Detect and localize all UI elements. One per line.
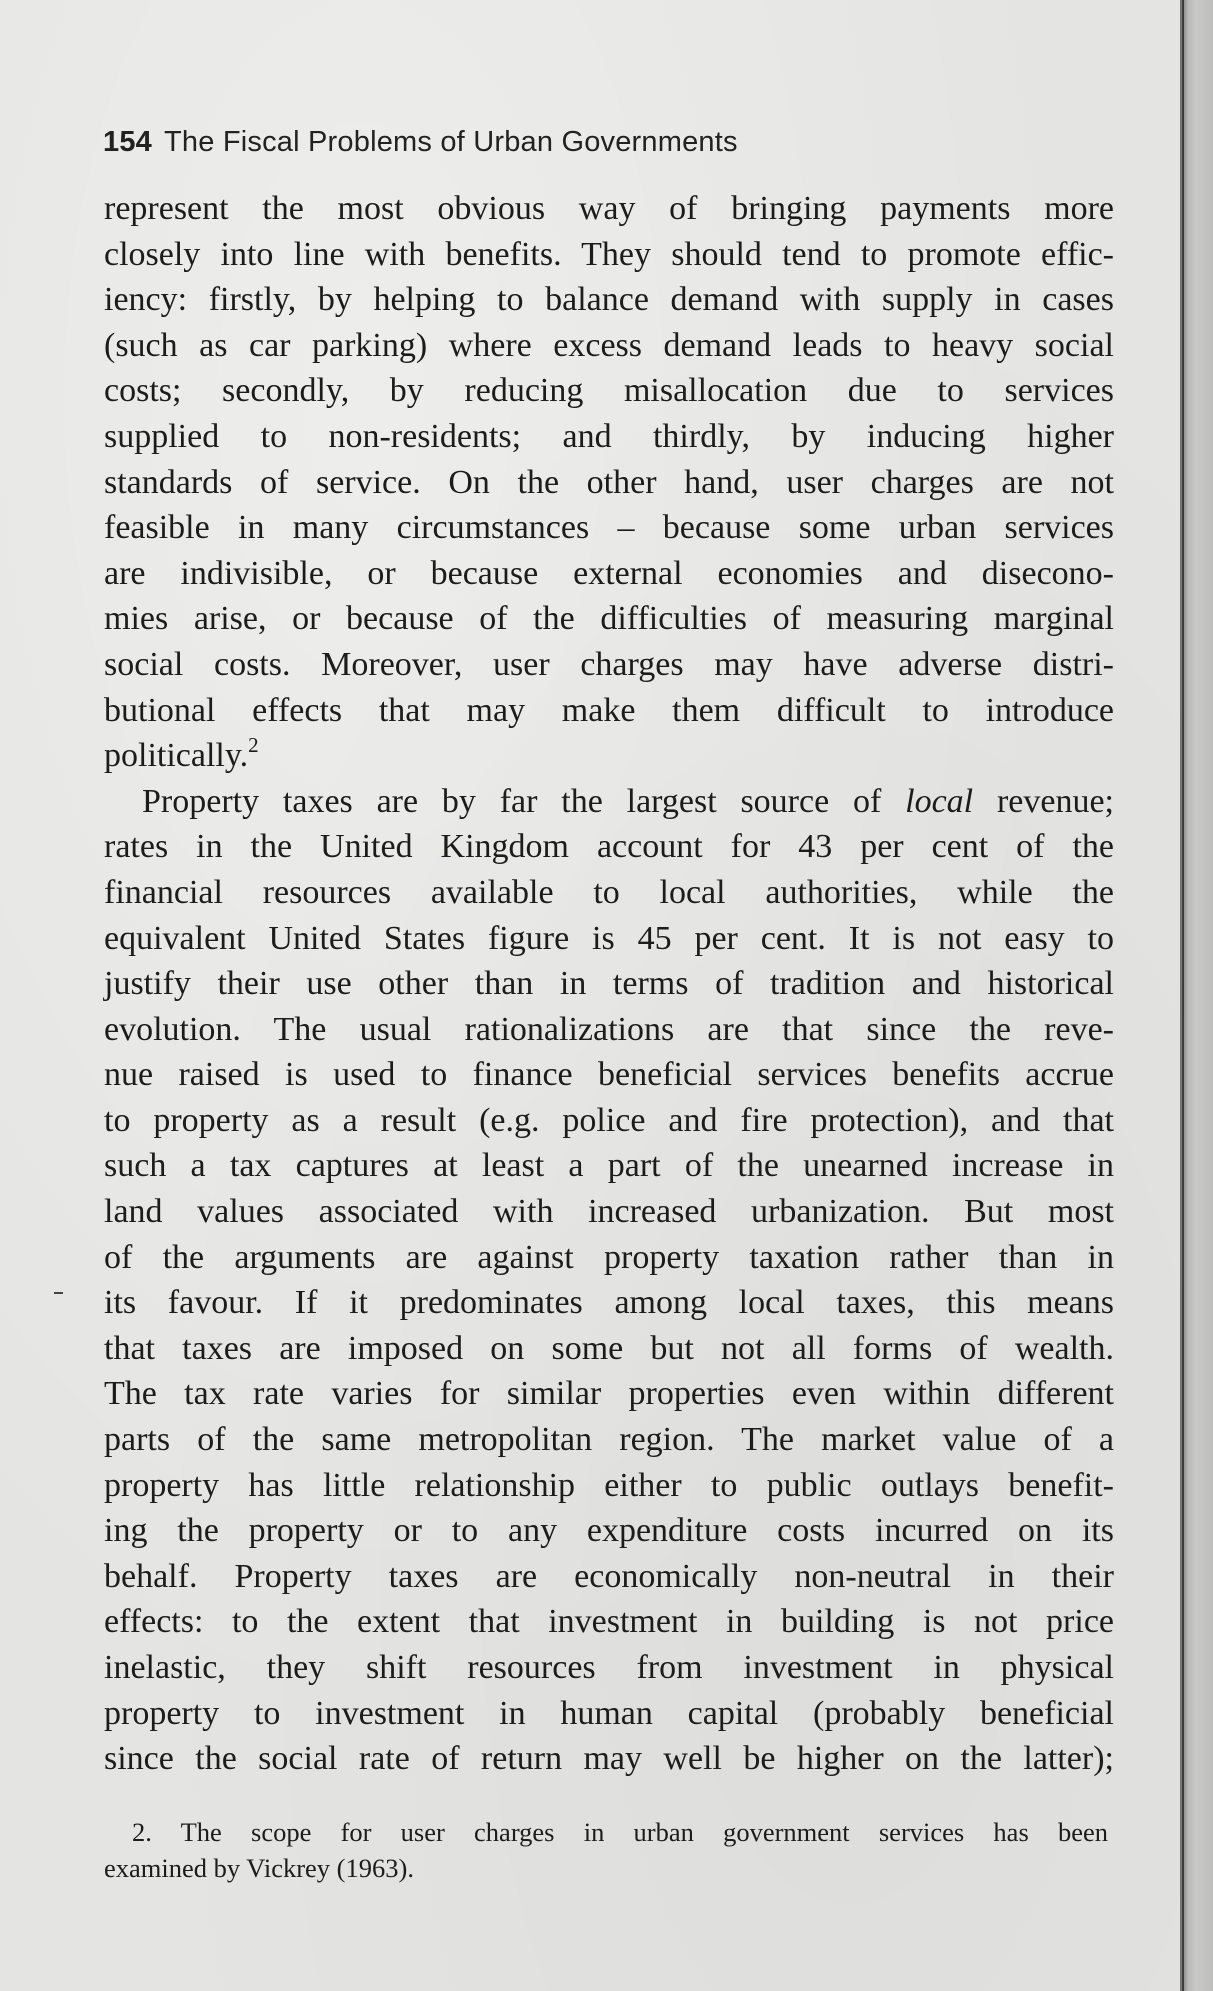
text-line: to property as a result (e.g. police and fire protection), and that xyxy=(104,1101,1114,1139)
text-line: its favour. If it predominates among local taxes, this means xyxy=(104,1284,1114,1322)
text-line: butional effects that may make them difficult to introduce xyxy=(104,691,1114,729)
text-line: financial resources available to local authorities, while the xyxy=(104,873,1114,911)
text-line: justify their use other than in terms of tradition and historical xyxy=(104,965,1114,1003)
text-line: behalf. Property taxes are economically non-neutral in their xyxy=(104,1557,1114,1595)
text-line: inelastic, they shift resources from investment in physical xyxy=(104,1649,1114,1686)
text-line: represent the most obvious way of bringing payments more xyxy=(104,190,1114,227)
italic-emphasis: local xyxy=(905,782,974,820)
text-line xyxy=(104,779,1114,825)
text-line: ing the property or to any expenditure costs incurred on its xyxy=(104,1512,1114,1550)
text-line-content: politically. xyxy=(104,737,249,775)
text-line: social costs. Moreover, user charges may have adverse distri- xyxy=(104,645,1114,683)
text-line: such a tax captures at least a part of the unearned increase in xyxy=(104,1147,1114,1185)
text-line: effects: to the extent that investment in building is not price xyxy=(104,1603,1114,1641)
text-line: The tax rate varies for similar properties even within different xyxy=(104,1375,1114,1413)
text-line: equivalent United States figure is 45 per cent. It is not easy to xyxy=(104,919,1114,957)
text-line: land values associated with increased urbanization. But most xyxy=(104,1193,1114,1231)
footnote-line: examined by Vickrey (1963). xyxy=(104,1853,414,1883)
text-line: (such as car parking) where excess demand leads to heavy social xyxy=(104,326,1114,364)
text-line: iency: firstly, by helping to balance demand with supply in cases xyxy=(104,281,1114,319)
text-line xyxy=(104,733,1114,779)
text-line: since the social rate of return may well be higher on the latter); xyxy=(104,1740,1114,1778)
paragraph-1 xyxy=(104,186,1114,779)
running-head xyxy=(103,126,738,159)
paragraph-2 xyxy=(104,779,1114,1782)
text-line: standards of service. On the other hand, user charges are not xyxy=(104,463,1114,501)
page-edge-line xyxy=(1182,0,1184,1991)
text-line: evolution. The usual rationalizations are that since the reve- xyxy=(104,1010,1114,1048)
text-segment: revenue; xyxy=(973,782,1114,820)
text-line: property has little relationship either to public outlays benefit- xyxy=(104,1466,1114,1504)
text-line: nue raised is used to finance beneficial services benefits accrue xyxy=(104,1056,1114,1094)
text-line: that taxes are imposed on some but not all forms of wealth. xyxy=(104,1329,1114,1367)
text-line: rates in the United Kingdom account for 43 per cent of the xyxy=(104,828,1114,866)
footnote xyxy=(104,1814,1108,1886)
text-line: property to investment in human capital (probably beneficial xyxy=(104,1694,1114,1732)
text-line: costs; secondly, by reducing misallocation due to services xyxy=(104,372,1114,410)
page-number: 154 xyxy=(103,126,152,158)
text-line: of the arguments are against property taxation rather than in xyxy=(104,1238,1114,1276)
text-line: are indivisible, or because external economies and disecono- xyxy=(104,554,1114,592)
text-line: parts of the same metropolitan region. The market value of a xyxy=(104,1421,1114,1459)
body-text xyxy=(104,186,1114,1782)
footnote-reference[interactable]: 2 xyxy=(248,733,259,758)
text-line: supplied to non-residents; and thirdly, by inducing higher xyxy=(104,417,1114,455)
chapter-title: The Fiscal Problems of Urban Governments xyxy=(164,126,738,158)
text-line: closely into line with benefits. They should tend to promote effic- xyxy=(104,235,1114,273)
text-line: feasible in many circumstances – because some urban services xyxy=(104,509,1114,547)
margin-mark xyxy=(54,1292,63,1294)
footnote-line: 2. The scope for user charges in urban government services has been xyxy=(132,1817,1108,1847)
text-segment: Property taxes are by far the largest source of xyxy=(142,782,906,820)
text-line: mies arise, or because of the difficulties of measuring marginal xyxy=(104,600,1114,638)
page-binding-shadow xyxy=(1180,0,1213,1991)
